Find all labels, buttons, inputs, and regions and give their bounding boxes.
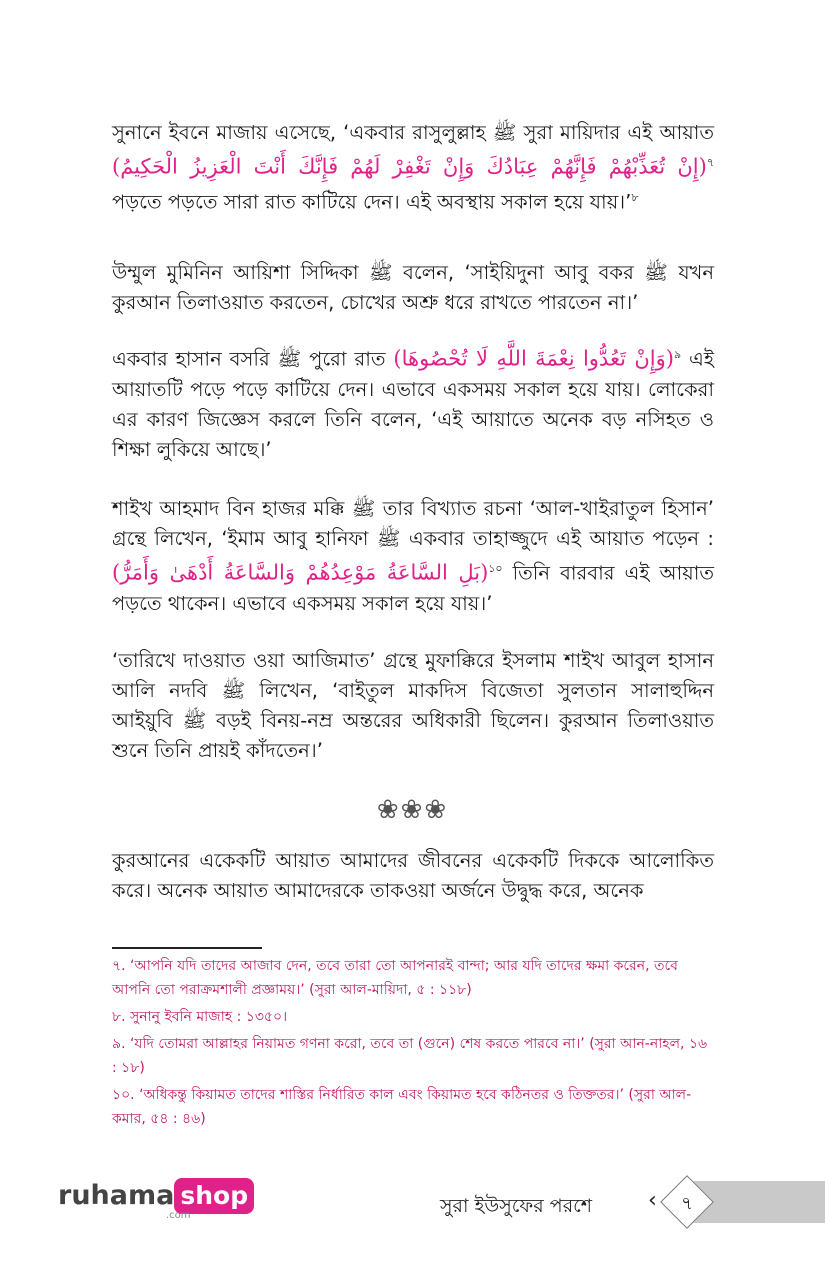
footnotes-list [112,954,714,1134]
p1-arabic-verse: (إِنْ تُعَذِّبْهُمْ فَإِنَّهُمْ عِبَادُكَ وَإِنْ تَغْفِرْ لَهُمْ فَإِنَّكَ أَنْتَ الْعَزِيزُ الْحَكِيمُ) [112,154,707,179]
paragraph-6: কুরআনের একেকটি আয়াত আমাদের জীবনের একেকটি দিককে আলোকিত করে। অনেক আয়াত আমাদেরকে তাকওয়া অর্জনে উদ্বুদ্ধ করে, অনেক [112,849,714,902]
paragraph-4 [112,494,714,619]
logo-word-shop: shop [174,1178,254,1214]
footnote-9: ৯. ‘যদি তোমরা আল্লাহর নিয়ামত গণনা করো, তবে তা (গুনে) শেষ করতে পারবে না।’ (সুরা আন-নাহল, ১৬ : ১৮) [112,1036,708,1076]
paragraph-3 [112,340,714,465]
logo-word-ruhama: ruhama [58,1180,175,1211]
p3-text-a: একবার হাসান বসরি ﷺ পুরো রাত [112,347,394,371]
paragraph-2: উম্মুল মুমিনিন আয়িশা সিদ্দিকা ﷺ বলেন, ‘সাইয়িদুনা আবু বকর ﷺ যখন কুরআন তিলাওয়াত করতেন, চোখের অশ্রু ধরে রাখতে পারতেন না।’ [112,261,714,314]
footnote-10: ১০. ‘অধিকন্তু কিয়ামত তাদের শাস্তির নির্ধারিত কাল এবং কিয়ামত হবে কঠিনতর ও তিক্ততর।’ (সুরা আল-কমার, ৫৪ : ৪৬) [112,1087,692,1127]
p1-footnote-ref[interactable]: ৭ [706,156,714,169]
p3-footnote-ref[interactable]: ৯ [673,348,682,361]
paragraph-5: ‘তারিখে দাওয়াত ওয়া আজিমাত’ গ্রন্থে মুফাক্কিরে ইসলাম শাইখ আবুল হাসান আলি নদবি ﷺ লিখেন, ‘বাইতুল মাকদিস বিজেতা সুলতান সালাহুদ্দিন আইয়ুবি ﷺ বড়ই বিনয়-নম্র অন্তরের অধিকারী ছিলেন। কুরআন তিলাওয়াত শুনে তিনি প্রায়ই কাঁদতেন।’ [112,649,714,762]
footnote-8: ৮. সুনানু ইবনি মাজাহ : ১৩৫০। [112,1009,288,1025]
logo-dotcom: .com [166,1210,191,1221]
p4-text-b: তিনি বারবার এই আয়াত পড়তে থাকেন। এভাবে একসময় সকাল হয়ে যায়।’ [112,561,714,615]
p1-text-b: পড়তে পড়তে সারা রাত কাটিয়ে দেন। এই অবস্থায় সকাল হয়ে যায়।’ [112,190,632,213]
p1-text-a: সুনানে ইবনে মাজায় এসেছে, ‘একবার রাসুলুল্লাহ ﷺ সুরা মায়িদার এই আয়াত [112,121,714,144]
footnote-7: ৭. ‘আপনি যদি তাদের আজাব দেন, তবে তারা তো আপনারই বান্দা; আর যদি তাদের ক্ষমা করেন, তবে আপনি তো পরাক্রমশালী প্রজ্ঞাময়।’ (সুরা আল-মায়িদা, ৫ : ১১৮) [112,958,678,998]
section-divider-ornament: ❀❀❀ [376,795,449,825]
p1-footnote-ref-2[interactable]: ৮ [631,190,639,204]
page-number: ৭ [681,1193,693,1214]
p4-footnote-ref[interactable]: ১০ [488,562,503,575]
p4-text-a: শাইখ আহমাদ বিন হাজর মক্কি ﷺ তার বিখ্যাত রচনা ‘আল-খাইরাতুল হিসান’ গ্রন্থে লিখেন, ‘ইমাম আবু হানিফা ﷺ একবার তাহাজ্জুদে এই আয়াত পড়েন : [112,497,714,550]
chevron-left-icon: ‹ [648,1188,657,1213]
running-book-title: সুরা ইউসুফের পরশে [440,1195,593,1217]
p3-arabic-verse: (وَإِنْ تَعُدُّوا نِعْمَةَ اللَّهِ لَا تُحْصُوهَا) [393,346,674,371]
p4-arabic-verse: (بَلِ السَّاعَةُ مَوْعِدُهُمْ وَالسَّاعَةُ أَدْهَىٰ وَأَمَرُّ) [112,560,489,585]
ruhamashop-logo[interactable] [58,1176,254,1224]
p3-text-b: এই আয়াতটি পড়ে পড়ে কাটিয়ে দেন। এভাবে একসময় সকাল হয়ে যায়। লোকেরা এর কারণ জিজ্ঞেস করলে তিনি বলেন, ‘এই আয়াতে অনেক বড় নসিহত ও শিক্ষা লুকিয়ে আছে।’ [112,347,714,461]
footnote-divider [112,947,262,949]
paragraph-1 [112,118,714,217]
